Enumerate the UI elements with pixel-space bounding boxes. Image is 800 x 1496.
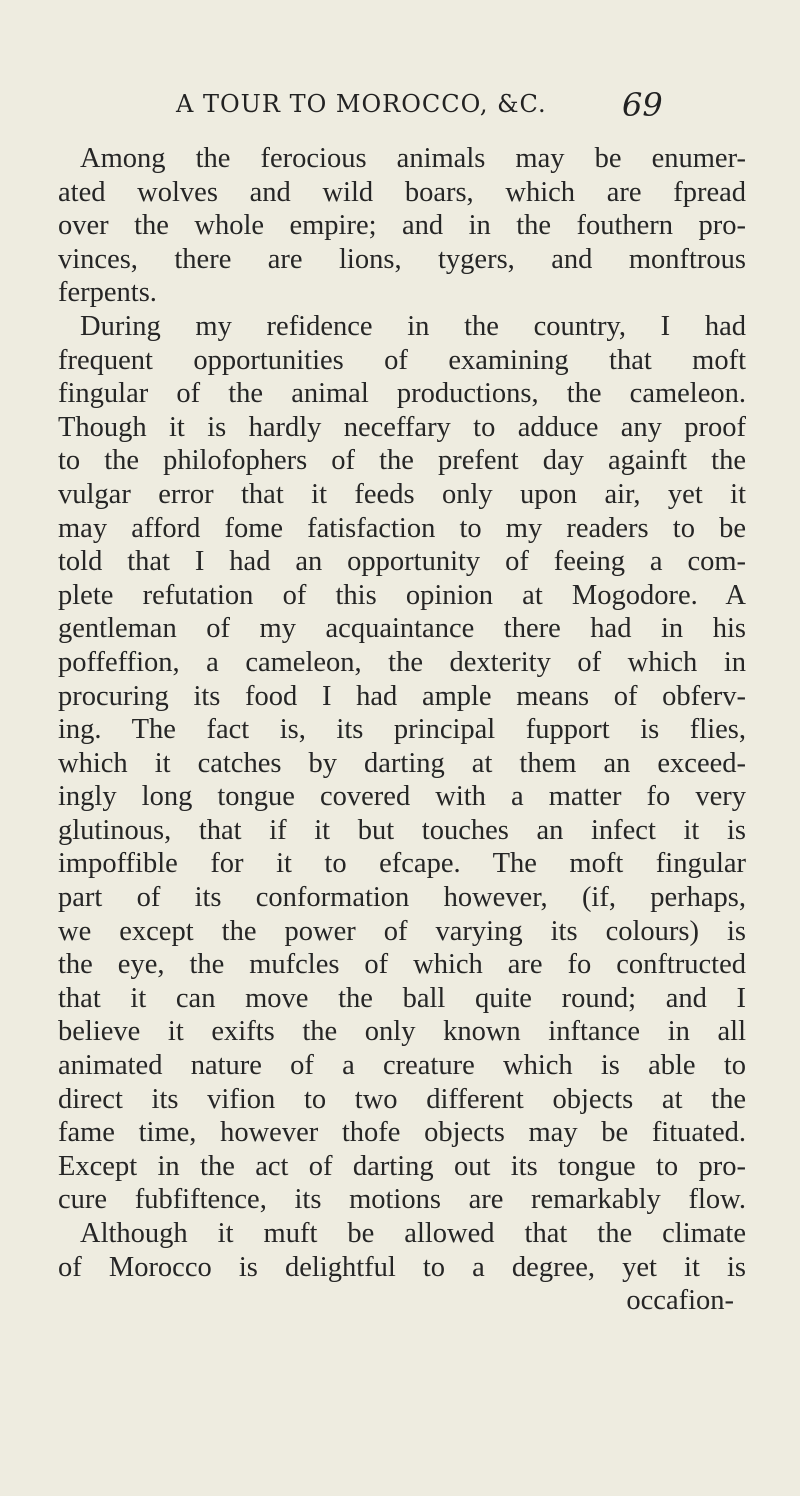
text-line: that it can move the ball quite round; and I	[58, 982, 746, 1014]
text-line: Though it is hardly neceffary to adduce any proof	[58, 411, 746, 443]
text-line: procuring its food I had ample means of obferv-	[58, 680, 746, 712]
text-line: plete refutation of this opinion at Mogodore. A	[58, 579, 746, 611]
text-line: part of its conformation however, (if, perhaps,	[58, 882, 746, 914]
running-title: A TOUR TO MOROCCO, &C.	[176, 90, 547, 118]
text-line: Except in the act of darting out its tongue to pro-	[58, 1150, 746, 1182]
text-line: may afford fome fatisfaction to my readers to be	[58, 512, 746, 544]
text-line: over the whole empire; and in the fouthern pro-	[58, 210, 746, 242]
running-head	[0, 86, 800, 126]
text-line: direct its vifion to two different objects at the	[58, 1083, 746, 1115]
text-line: fame time, however thofe objects may be fituated.	[58, 1117, 746, 1149]
body-text	[58, 142, 746, 1318]
text-line: vinces, there are lions, tygers, and monftrous	[58, 243, 746, 275]
text-line: Among the ferocious animals may be enumer-	[80, 143, 746, 174]
text-line: glutinous, that if it but touches an infect it is	[58, 814, 746, 846]
text-line: gentleman of my acquaintance there had in his	[58, 613, 746, 645]
page-number: 69	[622, 86, 663, 124]
text-line: of Morocco is delightful to a degree, yet it is	[58, 1251, 746, 1283]
text-line: fingular of the animal productions, the cameleon.	[58, 378, 746, 410]
text-line: cure fubfiftence, its motions are remarkably flow.	[58, 1184, 746, 1216]
text-line: vulgar error that it feeds only upon air, yet it	[58, 478, 746, 510]
text-line: we except the power of varying its colours) is	[58, 915, 746, 947]
text-line: poffeffion, a cameleon, the dexterity of which in	[58, 646, 746, 678]
text-line: ferpents.	[58, 277, 157, 309]
text-line: the eye, the mufcles of which are fo conftructed	[58, 949, 746, 981]
text-line: believe it exifts the only known inftance in all	[58, 1016, 746, 1048]
text-line: impoffible for it to efcape. The moft fingular	[58, 848, 746, 880]
text-line: ated wolves and wild boars, which are fpread	[58, 176, 746, 208]
text-line: ing. The fact is, its principal fupport is flies,	[58, 714, 746, 746]
catchword: occafion-	[626, 1285, 734, 1317]
text-line: told that I had an opportunity of feeing a com-	[58, 546, 746, 578]
text-line: During my refidence in the country, I had	[80, 310, 746, 342]
text-line: frequent opportunities of examining that moft	[58, 344, 746, 376]
text-line: to the philofophers of the prefent day againft the	[58, 445, 746, 477]
text-line: animated nature of a creature which is able to	[58, 1050, 746, 1082]
text-line: which it catches by darting at them an exceed-	[58, 747, 746, 779]
text-line: ingly long tongue covered with a matter fo very	[58, 781, 746, 813]
text-line: Although it muft be allowed that the climate	[80, 1218, 746, 1249]
